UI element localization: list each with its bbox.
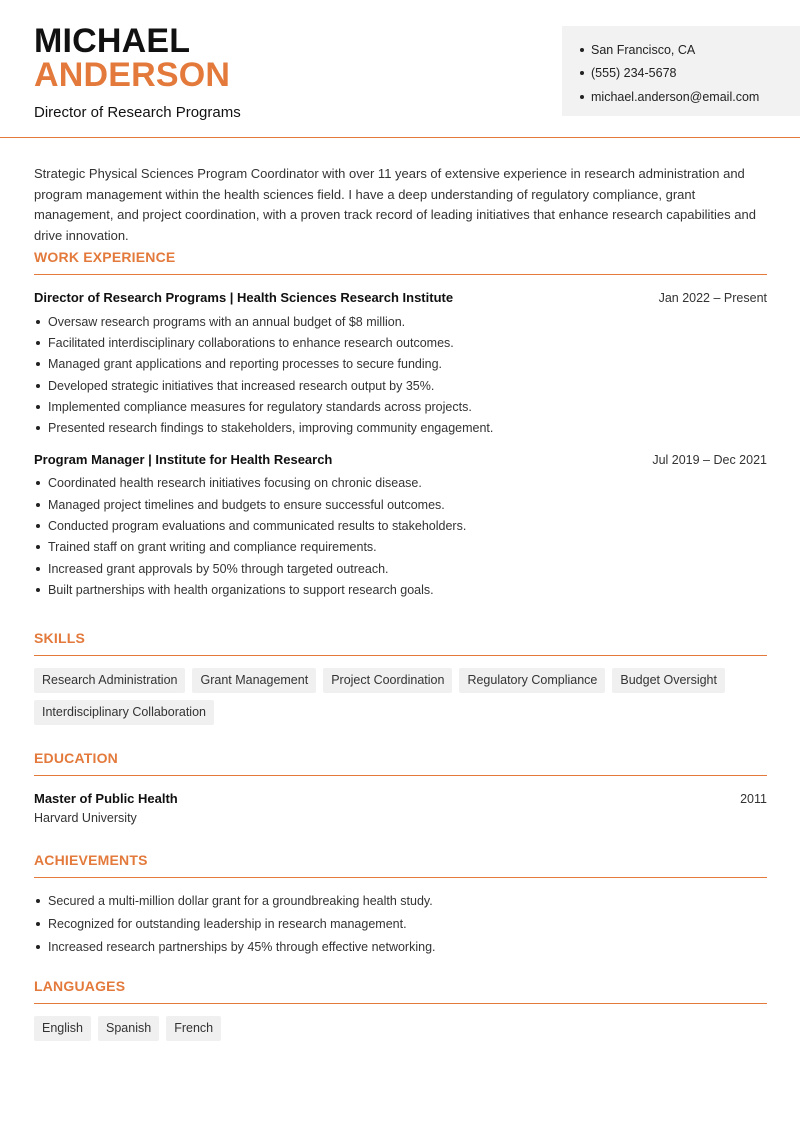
skills-chips	[34, 668, 767, 725]
list-item	[34, 375, 767, 396]
bullet-icon	[36, 588, 40, 592]
bullet-icon	[36, 320, 40, 324]
contact-email-text: michael.anderson@email.com	[591, 89, 760, 104]
list-item-text: Developed strategic initiatives that increased research output by 35%.	[48, 378, 435, 393]
job-header	[34, 452, 767, 467]
job-bullets	[34, 473, 767, 601]
list-item-text: Increased research partnerships by 45% through effective networking.	[48, 939, 436, 954]
bullet-icon	[580, 95, 584, 99]
skill-chip: Regulatory Compliance	[459, 668, 605, 693]
list-item	[34, 311, 767, 332]
job-title: Director of Research Programs	[34, 104, 241, 121]
bullet-icon	[36, 545, 40, 549]
list-item-text: Trained staff on grant writing and compliance requirements.	[48, 540, 377, 555]
list-item	[34, 332, 767, 353]
section-title: WORK EXPERIENCE	[34, 249, 767, 275]
bullet-icon	[36, 945, 40, 949]
job-header	[34, 290, 767, 305]
list-item	[34, 473, 767, 494]
bullet-icon	[36, 922, 40, 926]
last-name: ANDERSON	[34, 56, 231, 94]
first-name: MICHAEL	[34, 22, 191, 60]
bullet-icon	[36, 524, 40, 528]
contact-location	[580, 38, 800, 62]
work-experience-section	[34, 249, 767, 601]
section-title: SKILLS	[34, 630, 767, 656]
skill-chip: Research Administration	[34, 668, 185, 693]
list-item	[34, 354, 767, 375]
list-item-text: Increased grant approvals by 50% through targeted outreach.	[48, 561, 389, 576]
summary-paragraph: Strategic Physical Sciences Program Coordinator with over 11 years of extensive experience in research administration and program management within the health sciences field. I have a deep understanding of regulatory compliance, grant management, and project coordination, with a proven track record of leading initiatives that enhance research capabilities and drive innovation.	[34, 166, 756, 243]
list-item-text: Oversaw research programs with an annual budget of $8 million.	[48, 314, 406, 329]
bullet-icon	[580, 48, 584, 52]
achievements-list	[34, 890, 767, 958]
list-item	[34, 890, 767, 913]
list-item	[34, 935, 767, 958]
contact-box	[562, 26, 800, 116]
section-title: ACHIEVEMENTS	[34, 852, 767, 878]
languages-chips	[34, 1016, 767, 1041]
list-item	[34, 913, 767, 936]
achievements-section	[34, 852, 767, 958]
job-date: Jul 2019 – Dec 2021	[652, 452, 767, 467]
language-chip: French	[166, 1016, 221, 1041]
education-school: Harvard University	[34, 811, 137, 825]
bullet-icon	[580, 71, 584, 75]
skill-chip: Project Coordination	[323, 668, 452, 693]
skill-chip: Interdisciplinary Collaboration	[34, 700, 214, 725]
list-item	[34, 537, 767, 558]
bullet-icon	[36, 503, 40, 507]
list-item	[34, 494, 767, 515]
list-item-text: Presented research findings to stakeholders, improving community engagement.	[48, 421, 494, 436]
list-item-text: Secured a multi-million dollar grant for a groundbreaking health study.	[48, 894, 433, 909]
list-item-text: Facilitated interdisciplinary collaborations to enhance research outcomes.	[48, 335, 454, 350]
name-block	[34, 24, 241, 121]
job-role: Director of Research Programs | Health Sciences Research Institute	[34, 290, 454, 305]
job-entry	[34, 290, 767, 439]
education-section	[34, 750, 767, 825]
bullet-icon	[36, 341, 40, 345]
list-item-text: Built partnerships with health organizations to support research goals.	[48, 582, 434, 597]
list-item-text: Conducted program evaluations and communicated results to stakeholders.	[48, 519, 467, 534]
language-chip: Spanish	[98, 1016, 159, 1041]
list-item-text: Managed grant applications and reporting processes to secure funding.	[48, 357, 443, 372]
education-entry	[34, 791, 767, 806]
list-item-text: Implemented compliance measures for regulatory standards across projects.	[48, 399, 472, 414]
language-chip: English	[34, 1016, 91, 1041]
bullet-icon	[36, 899, 40, 903]
list-item-text: Managed project timelines and budgets to ensure successful outcomes.	[48, 497, 445, 512]
education-degree: Master of Public Health	[34, 791, 178, 806]
section-title: EDUCATION	[34, 750, 767, 776]
section-title: LANGUAGES	[34, 978, 767, 1004]
list-item	[34, 579, 767, 600]
bullet-icon	[36, 384, 40, 388]
bullet-icon	[36, 426, 40, 430]
contact-phone	[580, 62, 800, 86]
job-role: Program Manager | Institute for Health Research	[34, 451, 333, 467]
resume-header	[0, 0, 800, 138]
list-item-text: Coordinated health research initiatives focusing on chronic disease.	[48, 476, 422, 491]
contact-phone-text: (555) 234-5678	[591, 66, 677, 81]
bullet-icon	[36, 481, 40, 485]
job-bullets	[34, 311, 767, 439]
skill-chip: Budget Oversight	[612, 668, 725, 693]
job-entry	[34, 452, 767, 601]
bullet-icon	[36, 567, 40, 571]
contact-email	[580, 85, 800, 109]
contact-location-text: San Francisco, CA	[591, 42, 696, 57]
bullet-icon	[36, 405, 40, 409]
skill-chip: Grant Management	[192, 668, 316, 693]
job-date: Jan 2022 – Present	[658, 291, 767, 305]
list-item	[34, 396, 767, 417]
list-item-text: Recognized for outstanding leadership in research management.	[48, 917, 407, 932]
bullet-icon	[36, 362, 40, 366]
list-item	[34, 515, 767, 536]
skills-section	[34, 630, 767, 725]
education-year: 2011	[740, 792, 767, 806]
list-item	[34, 558, 767, 579]
list-item	[34, 417, 767, 438]
languages-section	[34, 978, 767, 1041]
